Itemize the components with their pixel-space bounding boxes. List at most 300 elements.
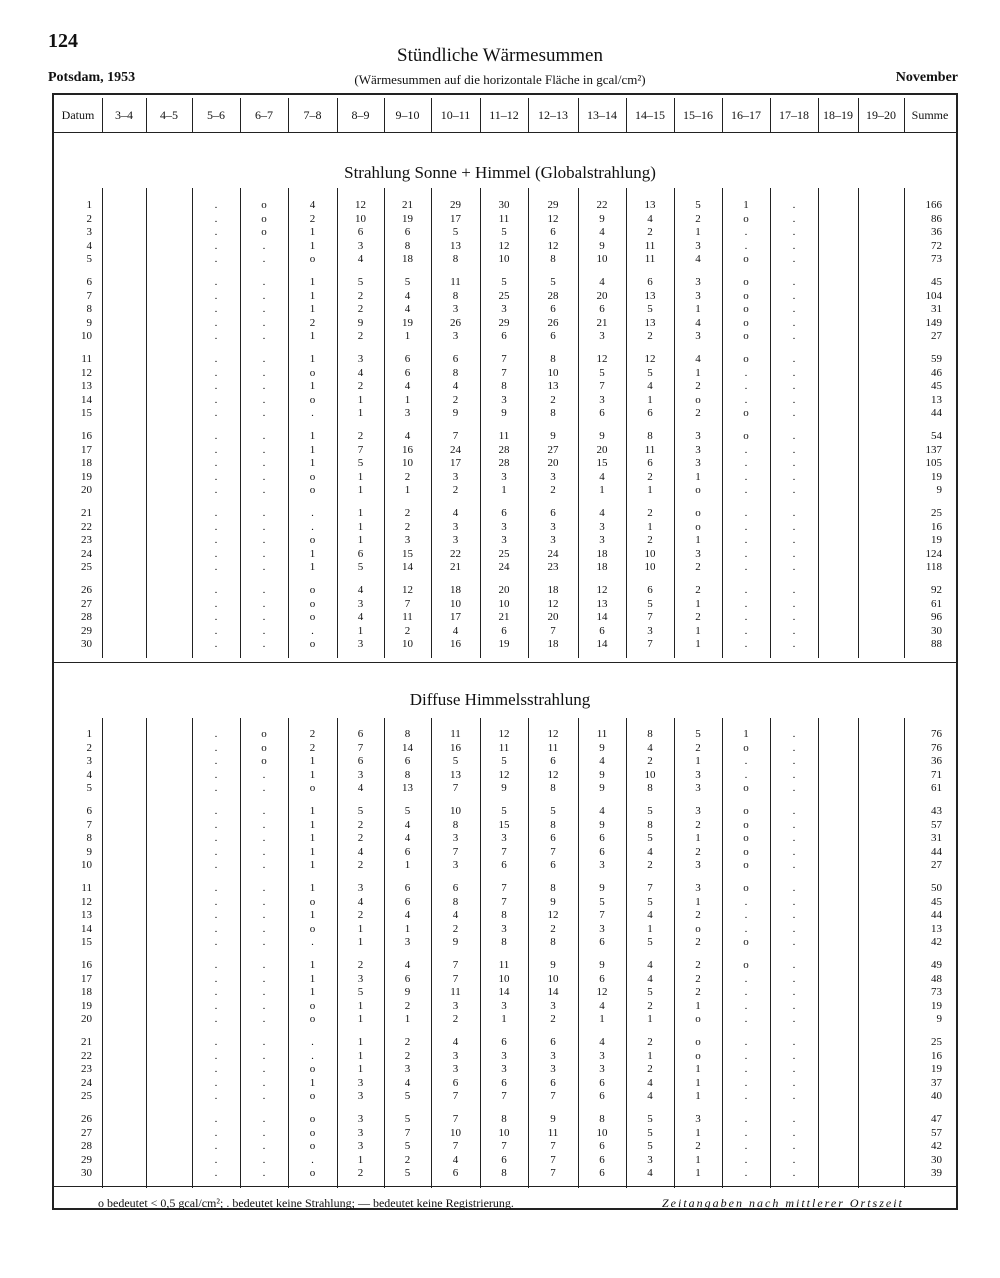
table-cell: 6 (599, 1167, 605, 1180)
table-cell: 5 (647, 366, 653, 379)
table-cell: 3 (550, 534, 556, 547)
table-cell: . (744, 1140, 748, 1153)
table-cell: . (744, 1063, 748, 1076)
table-cell: 1 (404, 1013, 411, 1026)
table-cell: 2 (357, 380, 364, 393)
column-divider (240, 718, 241, 1188)
table-cell: 3 (599, 922, 605, 935)
table-cell: . (744, 755, 748, 768)
table-cell: 4 (452, 1036, 459, 1048)
table-cell: 3 (501, 1049, 507, 1062)
table-cell: 6 (357, 226, 364, 239)
table-cell: . (744, 597, 748, 610)
table-cell: . (214, 959, 218, 971)
row-sum: 47 (931, 1113, 942, 1125)
table-cell: . (744, 507, 748, 519)
table-cell: . (262, 959, 266, 971)
table-cell: 4 (357, 366, 364, 379)
table-cell: . (262, 1153, 266, 1166)
table-cell: . (792, 999, 796, 1012)
table-cell: 5 (404, 1140, 411, 1153)
table-cell: . (792, 986, 796, 999)
table-cell: 2 (695, 611, 701, 624)
table-cell: o (743, 303, 749, 316)
table-cell: 1 (647, 1049, 653, 1062)
table-cell: 2 (309, 741, 316, 754)
table-cell: 4 (599, 226, 605, 239)
table-cell: . (792, 1090, 796, 1103)
table-cell: 19 (402, 212, 413, 225)
table-cell: 12 (547, 768, 559, 781)
table-cell: . (792, 316, 796, 329)
table-cell: o (309, 1113, 316, 1125)
table-cell: 5 (452, 226, 459, 239)
table-cell: 3 (599, 520, 605, 533)
row-date: 12 (81, 895, 92, 908)
column-divider (240, 98, 241, 132)
table-cell: 14 (402, 561, 413, 574)
table-cell: . (792, 1153, 796, 1166)
table-cell: 6 (501, 507, 507, 519)
table-cell: 10 (644, 561, 656, 574)
table-cell: 2 (647, 1036, 653, 1048)
column-divider (337, 718, 338, 1188)
table-cell: 1 (309, 226, 316, 239)
table-cell: 6 (404, 226, 411, 239)
column-divider (240, 188, 241, 658)
table-cell: . (744, 1036, 748, 1048)
table-cell: 7 (452, 430, 459, 442)
row-date: 21 (81, 1036, 92, 1048)
table-cell: . (262, 457, 266, 470)
row-sum: 19 (931, 1063, 942, 1076)
column-header: 4–5 (160, 108, 178, 122)
table-cell: 8 (647, 818, 653, 831)
table-cell: 1 (501, 1013, 507, 1026)
table-cell: . (214, 1140, 218, 1153)
table-cell: 3 (501, 470, 507, 483)
table-cell: 3 (599, 534, 605, 547)
table-cell: 6 (599, 832, 605, 845)
table-cell: . (744, 1090, 748, 1103)
column-divider (480, 188, 481, 658)
table-cell: . (792, 611, 796, 624)
table-cell: 9 (452, 936, 459, 949)
section-title: Diffuse Himmelsstrahlung (409, 690, 591, 709)
table-cell: 14 (596, 638, 608, 651)
table-cell: 29 (450, 199, 461, 211)
table-cell: 4 (599, 755, 605, 768)
row-date: 25 (81, 1090, 92, 1103)
table-cell: 29 (547, 199, 559, 211)
table-cell: o (261, 755, 267, 768)
table-cell: . (262, 597, 266, 610)
table-cell: 3 (550, 520, 556, 533)
column-divider (431, 718, 432, 1188)
table-cell: . (262, 380, 266, 393)
table-cell: 1 (647, 393, 653, 406)
table-cell: 3 (695, 859, 701, 872)
table-cell: . (214, 832, 218, 845)
table-cell: 11 (596, 728, 608, 740)
table-cell: o (695, 520, 701, 533)
table-cell: 3 (501, 999, 507, 1012)
table-cell: 8 (647, 782, 653, 795)
table-cell: 5 (647, 1140, 653, 1153)
table-cell: 3 (357, 239, 364, 252)
table-cell: 2 (357, 1167, 364, 1180)
table-cell: o (309, 1063, 316, 1076)
row-divider (54, 1186, 956, 1187)
table-cell: 7 (452, 1113, 459, 1125)
table-cell: . (744, 393, 748, 406)
table-cell: 4 (357, 611, 364, 624)
table-cell: 1 (357, 507, 364, 519)
table-cell: 6 (404, 353, 411, 365)
row-sum: 27 (931, 859, 942, 872)
table-cell: 1 (357, 1036, 364, 1048)
table-cell: 1 (695, 303, 701, 316)
table-cell: . (311, 1153, 314, 1166)
table-cell: 1 (501, 484, 507, 497)
table-cell: 6 (404, 895, 411, 908)
table-cell: 1 (309, 805, 316, 817)
table-cell: . (214, 986, 218, 999)
table-cell: 6 (599, 1153, 605, 1166)
column-header: Summe (911, 108, 949, 122)
row-sum: 48 (931, 972, 942, 985)
row-sum: 19 (931, 534, 942, 547)
table-cell: 2 (404, 520, 411, 533)
row-date: 7 (86, 818, 92, 831)
table-cell: 4 (647, 212, 653, 225)
row-date: 2 (86, 741, 92, 754)
table-cell: 13 (644, 316, 656, 329)
table-cell: 10 (402, 457, 413, 470)
table-cell: 4 (452, 507, 459, 519)
table-cell: 5 (647, 986, 653, 999)
row-date: 10 (81, 859, 92, 872)
table-cell: 4 (647, 1167, 653, 1180)
table-cell: 7 (452, 959, 459, 971)
table-cell: . (214, 239, 218, 252)
table-cell: . (744, 239, 748, 252)
column-header: 13–14 (587, 108, 617, 122)
table-cell: 6 (357, 547, 364, 560)
table-cell: 11 (450, 986, 461, 999)
table-cell: 2 (404, 1049, 411, 1062)
table-cell: 8 (452, 818, 459, 831)
table-cell: 2 (695, 936, 701, 949)
column-header: 12–13 (538, 108, 568, 122)
table-cell: 2 (695, 407, 701, 420)
table-cell: 11 (644, 239, 656, 252)
table-cell: 5 (647, 832, 653, 845)
table-cell: . (311, 1049, 314, 1062)
row-sum: 19 (931, 470, 942, 483)
table-cell: 6 (647, 457, 653, 470)
table-cell: . (262, 484, 266, 497)
table-cell: 12 (596, 986, 608, 999)
table-cell: 1 (357, 520, 364, 533)
table-cell: 2 (647, 755, 653, 768)
column-header: 5–6 (207, 108, 225, 122)
table-cell: 8 (404, 239, 411, 252)
table-cell: 12 (547, 909, 559, 922)
table-cell: o (309, 922, 316, 935)
table-cell: . (214, 1126, 218, 1139)
table-cell: o (261, 212, 267, 225)
table-cell: . (262, 1140, 266, 1153)
table-cell: 3 (695, 330, 701, 343)
table-cell: 4 (404, 289, 411, 302)
table-cell: 8 (501, 909, 507, 922)
table-cell: 3 (404, 534, 411, 547)
table-cell: 7 (501, 895, 507, 908)
table-cell: 24 (450, 443, 461, 456)
row-sum: 54 (931, 430, 942, 442)
row-date: 13 (81, 380, 92, 393)
row-sum: 27 (931, 330, 942, 343)
table-cell: 1 (357, 1013, 364, 1026)
row-date: 17 (81, 972, 92, 985)
table-cell: 1 (309, 768, 316, 781)
table-cell: 10 (450, 1126, 461, 1139)
table-cell: 1 (309, 443, 316, 456)
table-cell: 3 (501, 393, 507, 406)
column-divider (102, 98, 103, 132)
table-cell: 3 (452, 303, 459, 316)
table-cell: 3 (357, 638, 364, 651)
row-date: 21 (81, 507, 92, 519)
table-cell: 4 (404, 818, 411, 831)
table-cell: 11 (498, 212, 510, 225)
table-cell: . (262, 1126, 266, 1139)
table-cell: . (262, 611, 266, 624)
row-date: 26 (81, 584, 92, 596)
table-cell: 3 (452, 520, 459, 533)
table-cell: 5 (647, 895, 653, 908)
row-sum: 61 (931, 597, 942, 610)
column-header: 17–18 (779, 108, 809, 122)
table-cell: 6 (550, 859, 556, 872)
column-divider (480, 98, 481, 132)
table-cell: . (262, 972, 266, 985)
table-cell: . (262, 430, 266, 442)
footnote: o bedeutet < 0,5 gcal/cm²; . bedeutet keine Strahlung; — bedeutet keine Registrierung. (98, 1196, 514, 1210)
table-cell: 8 (647, 728, 653, 740)
table-cell: 9 (599, 212, 605, 225)
table-cell: 5 (647, 936, 653, 949)
table-cell: 6 (404, 972, 411, 985)
column-divider (818, 98, 819, 132)
table-cell: 1 (599, 484, 605, 497)
table-cell: 9 (599, 430, 605, 442)
row-date: 12 (81, 366, 92, 379)
table-cell: 8 (550, 818, 556, 831)
row-date: 17 (81, 443, 92, 456)
table-cell: 13 (402, 782, 413, 795)
table-cell: . (744, 768, 748, 781)
table-cell: 7 (357, 741, 364, 754)
row-date: 24 (81, 547, 92, 560)
table-cell: 6 (452, 1167, 459, 1180)
table-cell: . (262, 289, 266, 302)
table-cell: . (744, 561, 748, 574)
table-cell: . (214, 584, 218, 596)
table-cell: o (695, 1049, 701, 1062)
table-cell: 1 (357, 1153, 364, 1166)
column-divider (626, 98, 627, 132)
table-cell: 7 (550, 624, 556, 637)
table-cell: 4 (599, 805, 605, 817)
row-sum: 49 (931, 959, 942, 971)
table-cell: 3 (404, 1063, 411, 1076)
table-cell: 8 (404, 768, 411, 781)
table-cell: 11 (498, 430, 510, 442)
table-cell: 5 (452, 755, 459, 768)
table-cell: 5 (647, 805, 653, 817)
row-sum: 13 (931, 922, 942, 935)
table-cell: o (743, 316, 749, 329)
table-cell: . (262, 1076, 266, 1089)
table-cell: 6 (501, 1153, 507, 1166)
table-cell: o (743, 741, 749, 754)
table-cell: 17 (450, 457, 461, 470)
table-cell: 3 (452, 330, 459, 343)
table-cell: 4 (695, 253, 701, 266)
row-sum: 42 (931, 1140, 942, 1153)
column-divider (528, 718, 529, 1188)
table-cell: 1 (647, 520, 653, 533)
table-cell: 3 (647, 1153, 653, 1166)
table-cell: . (262, 1036, 266, 1048)
table-cell: . (792, 936, 796, 949)
table-cell: . (214, 547, 218, 560)
table-cell: 3 (501, 922, 507, 935)
table-cell: 3 (357, 1076, 364, 1089)
table-cell: 4 (404, 380, 411, 393)
row-sum: 25 (931, 1036, 942, 1048)
table-cell: 7 (452, 845, 459, 858)
table-cell: 8 (501, 1113, 507, 1125)
row-divider (54, 662, 956, 663)
table-cell: . (792, 768, 796, 781)
row-date: 16 (81, 430, 92, 442)
row-date: 26 (81, 1113, 92, 1125)
table-cell: 8 (404, 728, 411, 740)
table-cell: 1 (309, 818, 316, 831)
table-cell: . (262, 534, 266, 547)
column-divider (722, 188, 723, 658)
row-sum: 88 (931, 638, 942, 651)
table-cell: . (262, 1167, 266, 1180)
table-cell: 1 (309, 909, 316, 922)
table-cell: 10 (644, 547, 656, 560)
table-cell: 8 (550, 936, 556, 949)
column-divider (431, 98, 432, 132)
table-cell: 17 (450, 212, 461, 225)
table-cell: . (792, 393, 796, 406)
table-cell: 5 (357, 986, 364, 999)
table-cell: 2 (647, 226, 653, 239)
table-cell: o (309, 895, 316, 908)
table-cell: 3 (695, 289, 701, 302)
table-cell: . (262, 936, 266, 949)
table-cell: 2 (647, 859, 653, 872)
table-cell: 5 (501, 755, 507, 768)
table-cell: 26 (450, 316, 461, 329)
table-cell: . (744, 226, 748, 239)
row-sum: 44 (931, 407, 942, 420)
table-cell: 5 (404, 1167, 411, 1180)
table-cell: 1 (647, 1013, 653, 1026)
table-cell: 9 (357, 316, 364, 329)
table-cell: 3 (599, 859, 605, 872)
table-cell: o (743, 212, 749, 225)
row-sum: 96 (931, 611, 942, 624)
table-cell: 3 (599, 1063, 605, 1076)
table-cell: o (743, 936, 749, 949)
table-cell: 20 (596, 443, 608, 456)
table-cell: . (792, 1063, 796, 1076)
column-divider (674, 718, 675, 1188)
table-cell: 1 (404, 393, 411, 406)
table-cell: 2 (647, 470, 653, 483)
table-cell: . (214, 561, 218, 574)
table-cell: 9 (599, 882, 605, 894)
table-cell: . (792, 1049, 796, 1062)
table-cell: . (792, 366, 796, 379)
column-divider (431, 188, 432, 658)
table-cell: 12 (355, 199, 366, 211)
table-cell: 3 (695, 430, 701, 442)
table-cell: . (744, 366, 748, 379)
table-cell: o (743, 882, 749, 894)
row-date: 3 (86, 226, 92, 239)
row-sum: 45 (931, 895, 942, 908)
table-cell: . (262, 845, 266, 858)
table-cell: 2 (309, 316, 316, 329)
table-cell: 3 (695, 768, 701, 781)
table-cell: . (792, 597, 796, 610)
table-cell: 5 (695, 199, 701, 211)
column-header: 8–9 (351, 108, 370, 122)
table-cell: 1 (309, 353, 316, 365)
table-cell: . (744, 895, 748, 908)
table-cell: 1 (357, 407, 364, 420)
table-cell: 7 (550, 1153, 556, 1166)
table-cell: 5 (501, 226, 507, 239)
table-cell: 2 (452, 1013, 459, 1026)
column-divider (858, 718, 859, 1188)
row-sum: 57 (931, 1126, 942, 1139)
table-cell: 2 (695, 845, 701, 858)
table-cell: 26 (547, 316, 559, 329)
row-date: 1 (86, 728, 92, 740)
table-cell: 12 (547, 239, 559, 252)
table-cell: 3 (695, 443, 701, 456)
table-cell: 6 (404, 366, 411, 379)
table-cell: 6 (599, 972, 605, 985)
table-cell: . (262, 859, 266, 872)
table-cell: 3 (599, 330, 605, 343)
table-cell: 6 (550, 507, 556, 519)
table-cell: . (262, 303, 266, 316)
table-cell: . (792, 1126, 796, 1139)
table-cell: . (792, 959, 796, 971)
table-cell: o (309, 1126, 316, 1139)
